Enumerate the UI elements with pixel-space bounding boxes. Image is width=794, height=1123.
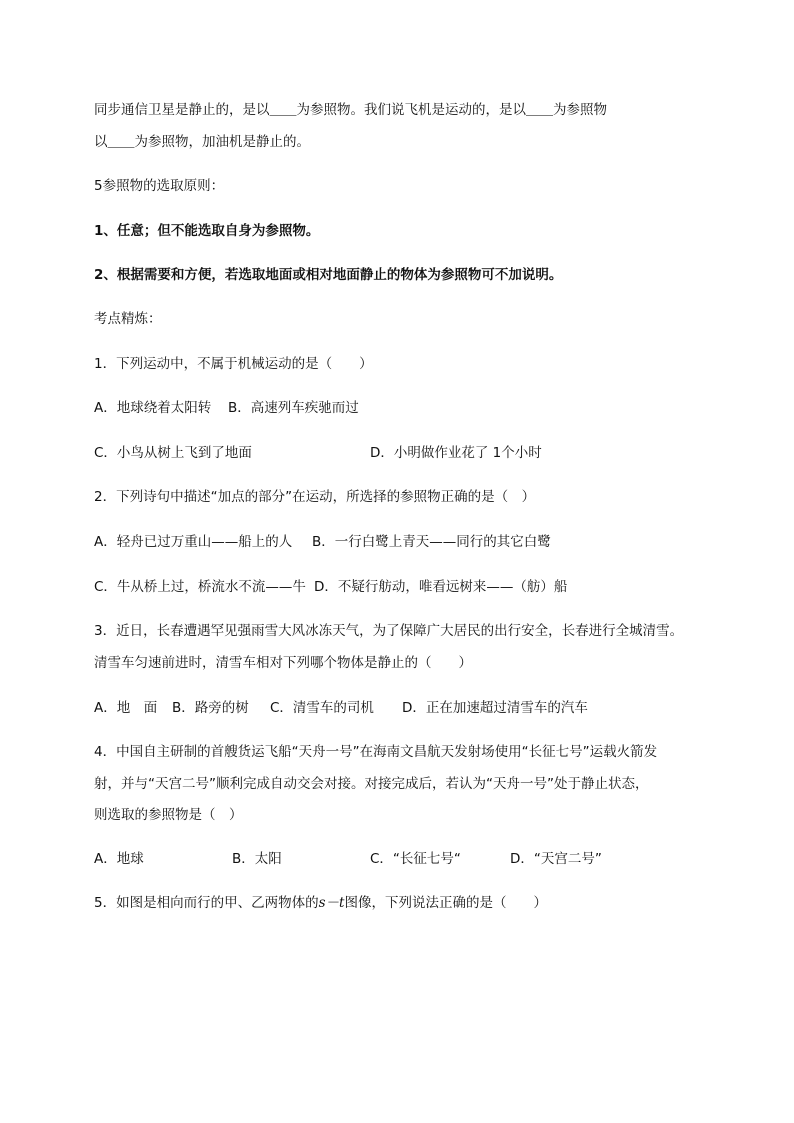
q5-stem [94, 893, 547, 913]
q1-option-d: D．小明做作业花了 1个小时 [370, 445, 542, 461]
principle-item-1: 1、任意；但不能选取自身为参照物。 [94, 223, 320, 239]
q2-option-a: A．轻舟已过万重山——船上的人 [94, 534, 293, 550]
q4-option-b: B．太阳 [232, 851, 282, 867]
q4-option-c: C．“长征七号“ [370, 851, 461, 867]
q1-option-a: A．地球绕着太阳转 [94, 400, 212, 416]
q4-option-a: A．地球 [94, 851, 144, 867]
q3-stem-line-1: 3．近日，长春遭遇罕见强雨雪大风冰冻天气，为了保障广大居民的出行安全，长春进行全城清雪。 [94, 623, 684, 639]
q3-option-a: A．地 面 [94, 700, 158, 716]
q3-option-d: D．正在加速超过清雪车的汽车 [402, 700, 588, 716]
intro-line-2: 以＿＿为参照物，加油机是静止的。 [94, 134, 310, 150]
q5-stem-formula: s－t [318, 895, 345, 911]
q3-option-b: B．路旁的树 [172, 700, 249, 716]
practice-heading: 考点精炼： [94, 311, 162, 327]
q4-stem-line-3: 则选取的参照物是（ ） [94, 807, 243, 823]
q2-option-d: D．不疑行舫动，唯看远树来——（舫）船 [314, 579, 568, 595]
q5-stem-suffix: 图像，下列说法正确的是（ ） [344, 895, 547, 911]
q1-stem: 1．下列运动中，不属于机械运动的是（ ） [94, 356, 373, 372]
q4-stem-line-1: 4．中国自主研制的首艘货运飞船“天舟一号”在海南文昌航天发射场使用“长征七号”运载火箭发 [94, 744, 658, 760]
q4-option-d: D．“天宫二号” [510, 851, 602, 867]
q3-option-c: C．清雪车的司机 [270, 700, 374, 716]
principle-item-2: 2、根据需要和方便，若选取地面或相对地面静止的物体为参照物可不加说明。 [94, 267, 563, 283]
q3-stem-line-2: 清雪车匀速前进时，清雪车相对下列哪个物体是静止的（ ） [94, 655, 472, 671]
q5-stem-prefix: 5．如图是相向而行的甲、乙两物体的 [94, 895, 319, 911]
q2-option-c: C．牛从桥上过，桥流水不流——牛 [94, 579, 306, 595]
q1-option-b: B．高速列车疾驰而过 [228, 400, 359, 416]
q2-stem: 2．下列诗句中描述“加点的部分”在运动，所选择的参照物正确的是（ ） [94, 489, 536, 505]
q1-option-c: C．小鸟从树上飞到了地面 [94, 445, 252, 461]
principles-heading: 5参照物的选取原则： [94, 178, 225, 194]
q4-stem-line-2: 射，并与“天宫二号”顺利完成自动交会对接。对接完成后，若认为“天舟一号”处于静止状态， [94, 776, 649, 792]
q2-option-b: B．一行白鹭上青天——同行的其它白鹭 [312, 534, 551, 550]
intro-line-1: 同步通信卫星是静止的，是以＿＿为参照物。我们说飞机是运动的，是以＿＿为参照物 [94, 102, 607, 118]
